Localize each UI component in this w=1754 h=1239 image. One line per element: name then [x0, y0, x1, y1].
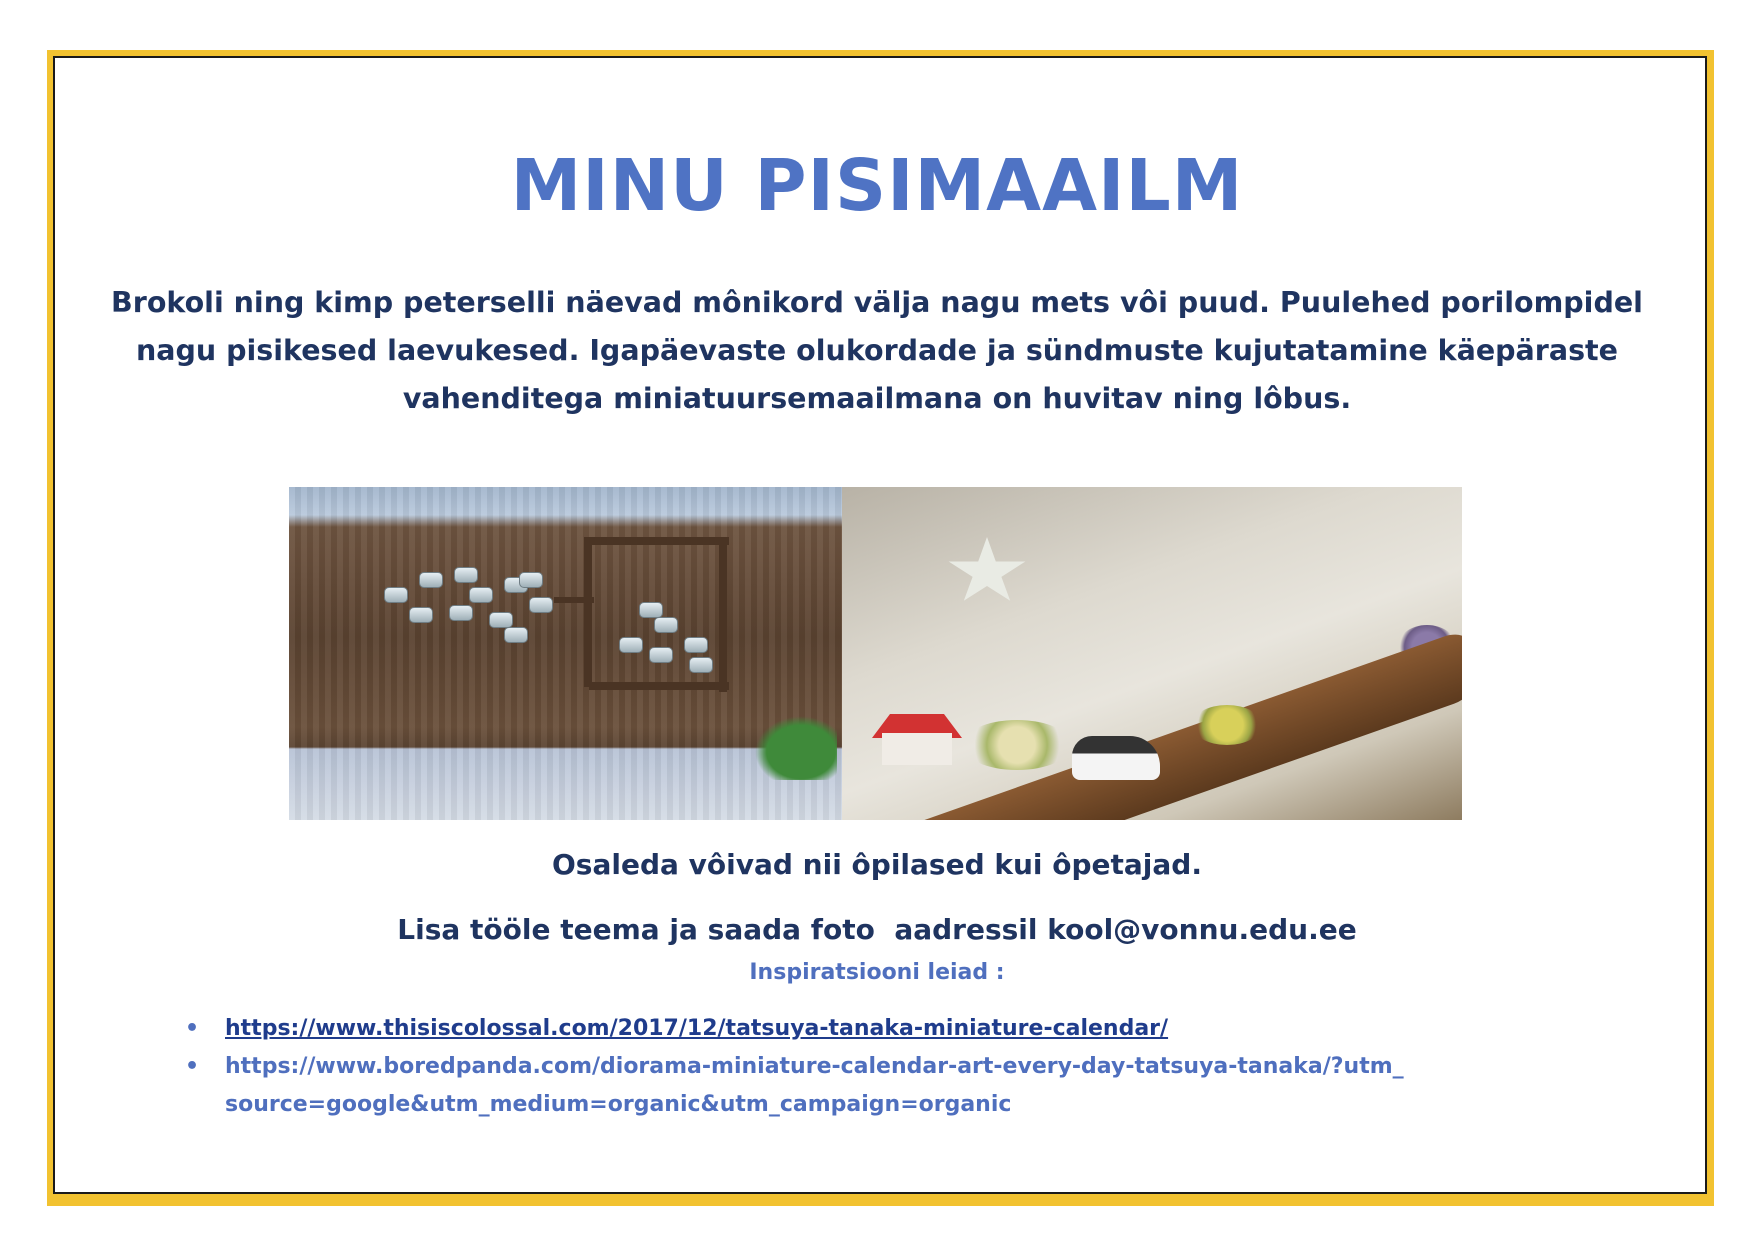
- spool: [654, 617, 678, 633]
- photo-strip: [289, 487, 1462, 820]
- star-shape: [947, 537, 1027, 607]
- wooden-floor-diorama-photo: [289, 487, 842, 820]
- intro-paragraph: Brokoli ning kimp peterselli näevad mônikord välja nagu mets vôi puud. Puulehed porilompidel nagu pisikesed laevukesed. Igapäevaste olukordade ja sündmuste kujutatamine käepäraste vahenditega miniatuursemaailmana on huvitav ning lôbus.: [111, 286, 1643, 415]
- spool: [489, 612, 513, 628]
- spool: [409, 607, 433, 623]
- spool: [449, 605, 473, 621]
- spool: [504, 627, 528, 643]
- spool: [469, 587, 493, 603]
- inspiration-heading: Inspiratsiooni leiad :: [749, 960, 1005, 985]
- spool: [639, 602, 663, 618]
- spool: [689, 657, 713, 673]
- inspiration-links: [185, 1010, 1415, 1124]
- bullet-icon: •: [185, 1054, 200, 1079]
- bullet-icon: •: [185, 1016, 200, 1041]
- spool: [419, 572, 443, 588]
- yellow-flowers: [1192, 705, 1262, 745]
- spool: [519, 572, 543, 588]
- spool: [649, 647, 673, 663]
- fence-gate: [554, 597, 594, 603]
- spool: [684, 637, 708, 653]
- boredpanda-link[interactable]: https://www.boredpanda.com/diorama-miniature-calendar-art-every-day-tatsuya-tanaka/?utm_source=google&utm_medium=organic&utm_campaign=organic: [225, 1054, 1404, 1117]
- spool: [384, 587, 408, 603]
- thisiscolossal-link[interactable]: https://www.thisiscolossal.com/2017/12/tatsuya-tanaka-miniature-calendar/: [225, 1016, 1169, 1041]
- poster-title: MINU PISIMAAILM: [510, 144, 1244, 227]
- fence-bottom: [589, 682, 729, 690]
- spool: [454, 567, 478, 583]
- spool: [619, 637, 643, 653]
- toy-car: [1072, 736, 1160, 780]
- fence-left: [584, 537, 592, 687]
- fern-plant: [747, 710, 837, 780]
- fence-top: [589, 537, 729, 545]
- wall-shelf-diorama-photo: [842, 487, 1462, 820]
- link-item: [185, 1048, 1415, 1124]
- spool: [529, 597, 553, 613]
- submission-text: Lisa tööle teema ja saada foto aadressil kool@vonnu.edu.ee: [397, 913, 1357, 946]
- toy-house: [882, 733, 952, 765]
- fence-right: [719, 542, 727, 692]
- link-item: [185, 1010, 1415, 1048]
- participants-text: Osaleda vôivad nii ôpilased kui ôpetajad.: [552, 848, 1202, 881]
- dried-flowers: [962, 720, 1072, 770]
